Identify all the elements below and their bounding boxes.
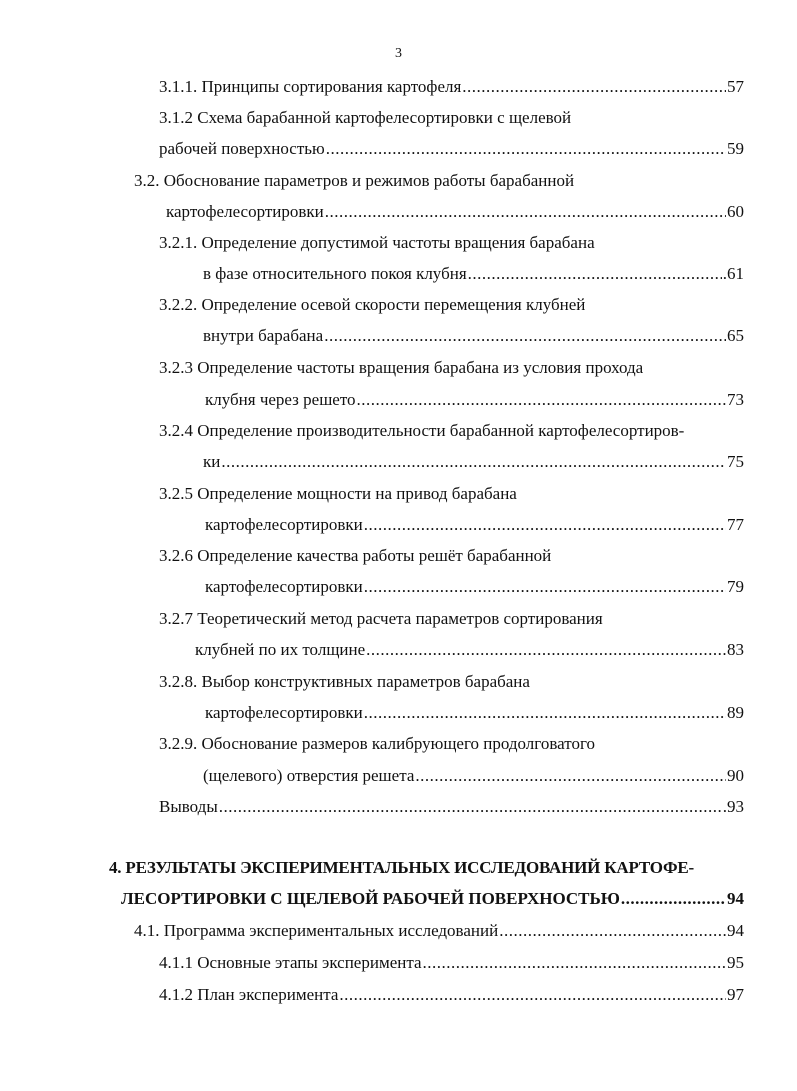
toc-entry-page: 60	[727, 202, 744, 221]
dot-leader	[415, 765, 726, 787]
toc-entry-title: 4.1. Программа экспериментальных исследований	[134, 921, 499, 940]
toc-entry-page: 90	[727, 766, 744, 785]
toc-entry-3-2-5-cont	[205, 514, 744, 536]
toc-entry-page: 83	[727, 640, 744, 659]
toc-entry-3-2-1-cont	[203, 263, 744, 285]
dot-leader	[219, 796, 722, 818]
toc-entry-title: картофелесортировки	[205, 515, 363, 534]
toc-entry-3-2-2-cont	[203, 325, 744, 347]
toc-entry-page: 94	[727, 921, 744, 940]
toc-entry-3-2-7-cont	[195, 639, 744, 661]
toc-entry-page: .61	[722, 264, 744, 283]
toc-entry-3-2-4-cont	[203, 451, 744, 473]
toc-entry-page: 65	[727, 326, 744, 345]
toc-entry-title: картофелесортировки	[166, 202, 324, 221]
toc-entry-3-2-2: 3.2.2. Определение осевой скорости перемещения клубней	[159, 295, 586, 314]
toc-entry-page: 77	[727, 515, 744, 534]
toc-entry-3-2-8: 3.2.8. Выбор конструктивных параметров барабана	[159, 672, 530, 691]
toc-entry-page: 75	[727, 452, 744, 471]
toc-entry-page: 94	[727, 889, 744, 908]
toc-entry-3-2-cont	[166, 201, 744, 223]
toc-entry-3-2-6-cont	[205, 576, 744, 598]
toc-entry-page: 97	[727, 985, 744, 1004]
dot-leader	[462, 76, 726, 98]
toc-entry-title: 4.1.1 Основные этапы эксперимента	[159, 953, 422, 972]
toc-entry-title: 4.1.2 План эксперимента	[159, 985, 339, 1004]
dot-leader	[468, 263, 722, 285]
toc-entry-4-1-1	[159, 952, 744, 974]
dot-leader	[499, 920, 726, 942]
toc-entry-page: 73	[727, 390, 744, 409]
dot-leader	[366, 639, 726, 661]
toc-entry-3-2-7: 3.2.7 Теоретический метод расчета параметров сортирования	[159, 609, 603, 628]
toc-entry-title: картофелесортировки	[205, 577, 363, 596]
toc-entry-3-1-1	[159, 76, 744, 98]
toc-entry-3-2-6: 3.2.6 Определение качества работы решёт барабанной	[159, 546, 552, 565]
toc-entry-3-2-8-cont	[205, 702, 744, 724]
dot-leader	[423, 952, 726, 974]
dot-leader	[364, 514, 726, 536]
toc-entry-page: 79	[727, 577, 744, 596]
dot-leader	[364, 576, 726, 598]
toc-entry-page: .93	[722, 797, 744, 816]
toc-entry-title: ки	[203, 452, 221, 471]
toc-entry-3-2-9-cont	[203, 765, 744, 787]
toc-entry-3-1-2-cont	[159, 138, 744, 160]
toc-entry-title: ЛЕСОРТИРОВКИ С ЩЕЛЕВОЙ РАБОЧЕЙ ПОВЕРХНОСТЬЮ	[121, 889, 620, 908]
toc-entry-3-2-3-cont	[205, 389, 744, 411]
toc-entry-title: 3.1.1. Принципы сортирования картофеля	[159, 77, 462, 96]
toc-entry-title: клубней по их толщине	[195, 640, 366, 659]
dot-leader	[326, 138, 726, 160]
toc-entry-4-1	[134, 920, 744, 942]
toc-entry-3-2-4: 3.2.4 Определение производительности барабанной картофелесортиров-	[159, 421, 685, 440]
toc-entry-title: Выводы	[159, 797, 218, 816]
toc-entry-title: (щелевого) отверстия решета	[203, 766, 415, 785]
toc-entry-title: клубня через решето	[205, 390, 356, 409]
toc-entry-title: рабочей поверхностью	[159, 139, 325, 158]
toc-entry-page: 59	[727, 139, 744, 158]
toc-chapter-4-cont	[121, 888, 744, 910]
toc-chapter-4: 4. РЕЗУЛЬТАТЫ ЭКСПЕРИМЕНТАЛЬНЫХ ИССЛЕДОВАНИЙ КАРТОФЕ-	[109, 858, 694, 877]
toc-entry-title: картофелесортировки	[205, 703, 363, 722]
dot-leader	[324, 325, 726, 347]
page-number: 3	[395, 46, 402, 61]
toc-entry-3-2-9: 3.2.9. Обоснование размеров калибрующего продолговатого	[159, 734, 595, 753]
toc-entry-3-2: 3.2. Обоснование параметров и режимов работы барабанной	[134, 171, 575, 190]
toc-entry-3-2-3: 3.2.3 Определение частоты вращения барабана из условия прохода	[159, 358, 644, 377]
toc-entry-page: 95	[727, 953, 744, 972]
dot-leader	[325, 201, 726, 223]
toc-entry-conclusions	[159, 796, 744, 818]
toc-entry-3-2-1: 3.2.1. Определение допустимой частоты вращения барабана	[159, 233, 595, 252]
toc-entry-title: внутри барабана	[203, 326, 324, 345]
toc-entry-page: 57	[727, 77, 744, 96]
toc-entry-3-1-2: 3.1.2 Схема барабанной картофелесортировки с щелевой	[159, 108, 572, 127]
dot-leader	[364, 702, 726, 724]
toc-entry-3-2-5: 3.2.5 Определение мощности на привод барабана	[159, 484, 517, 503]
dot-leader	[339, 984, 726, 1006]
toc-entry-page: 89	[727, 703, 744, 722]
dot-leader	[621, 888, 726, 910]
dot-leader	[221, 451, 726, 473]
toc-entry-title: в фазе относительного покоя клубня	[203, 264, 467, 283]
dot-leader	[357, 389, 726, 411]
toc-entry-4-1-2	[159, 984, 744, 1006]
